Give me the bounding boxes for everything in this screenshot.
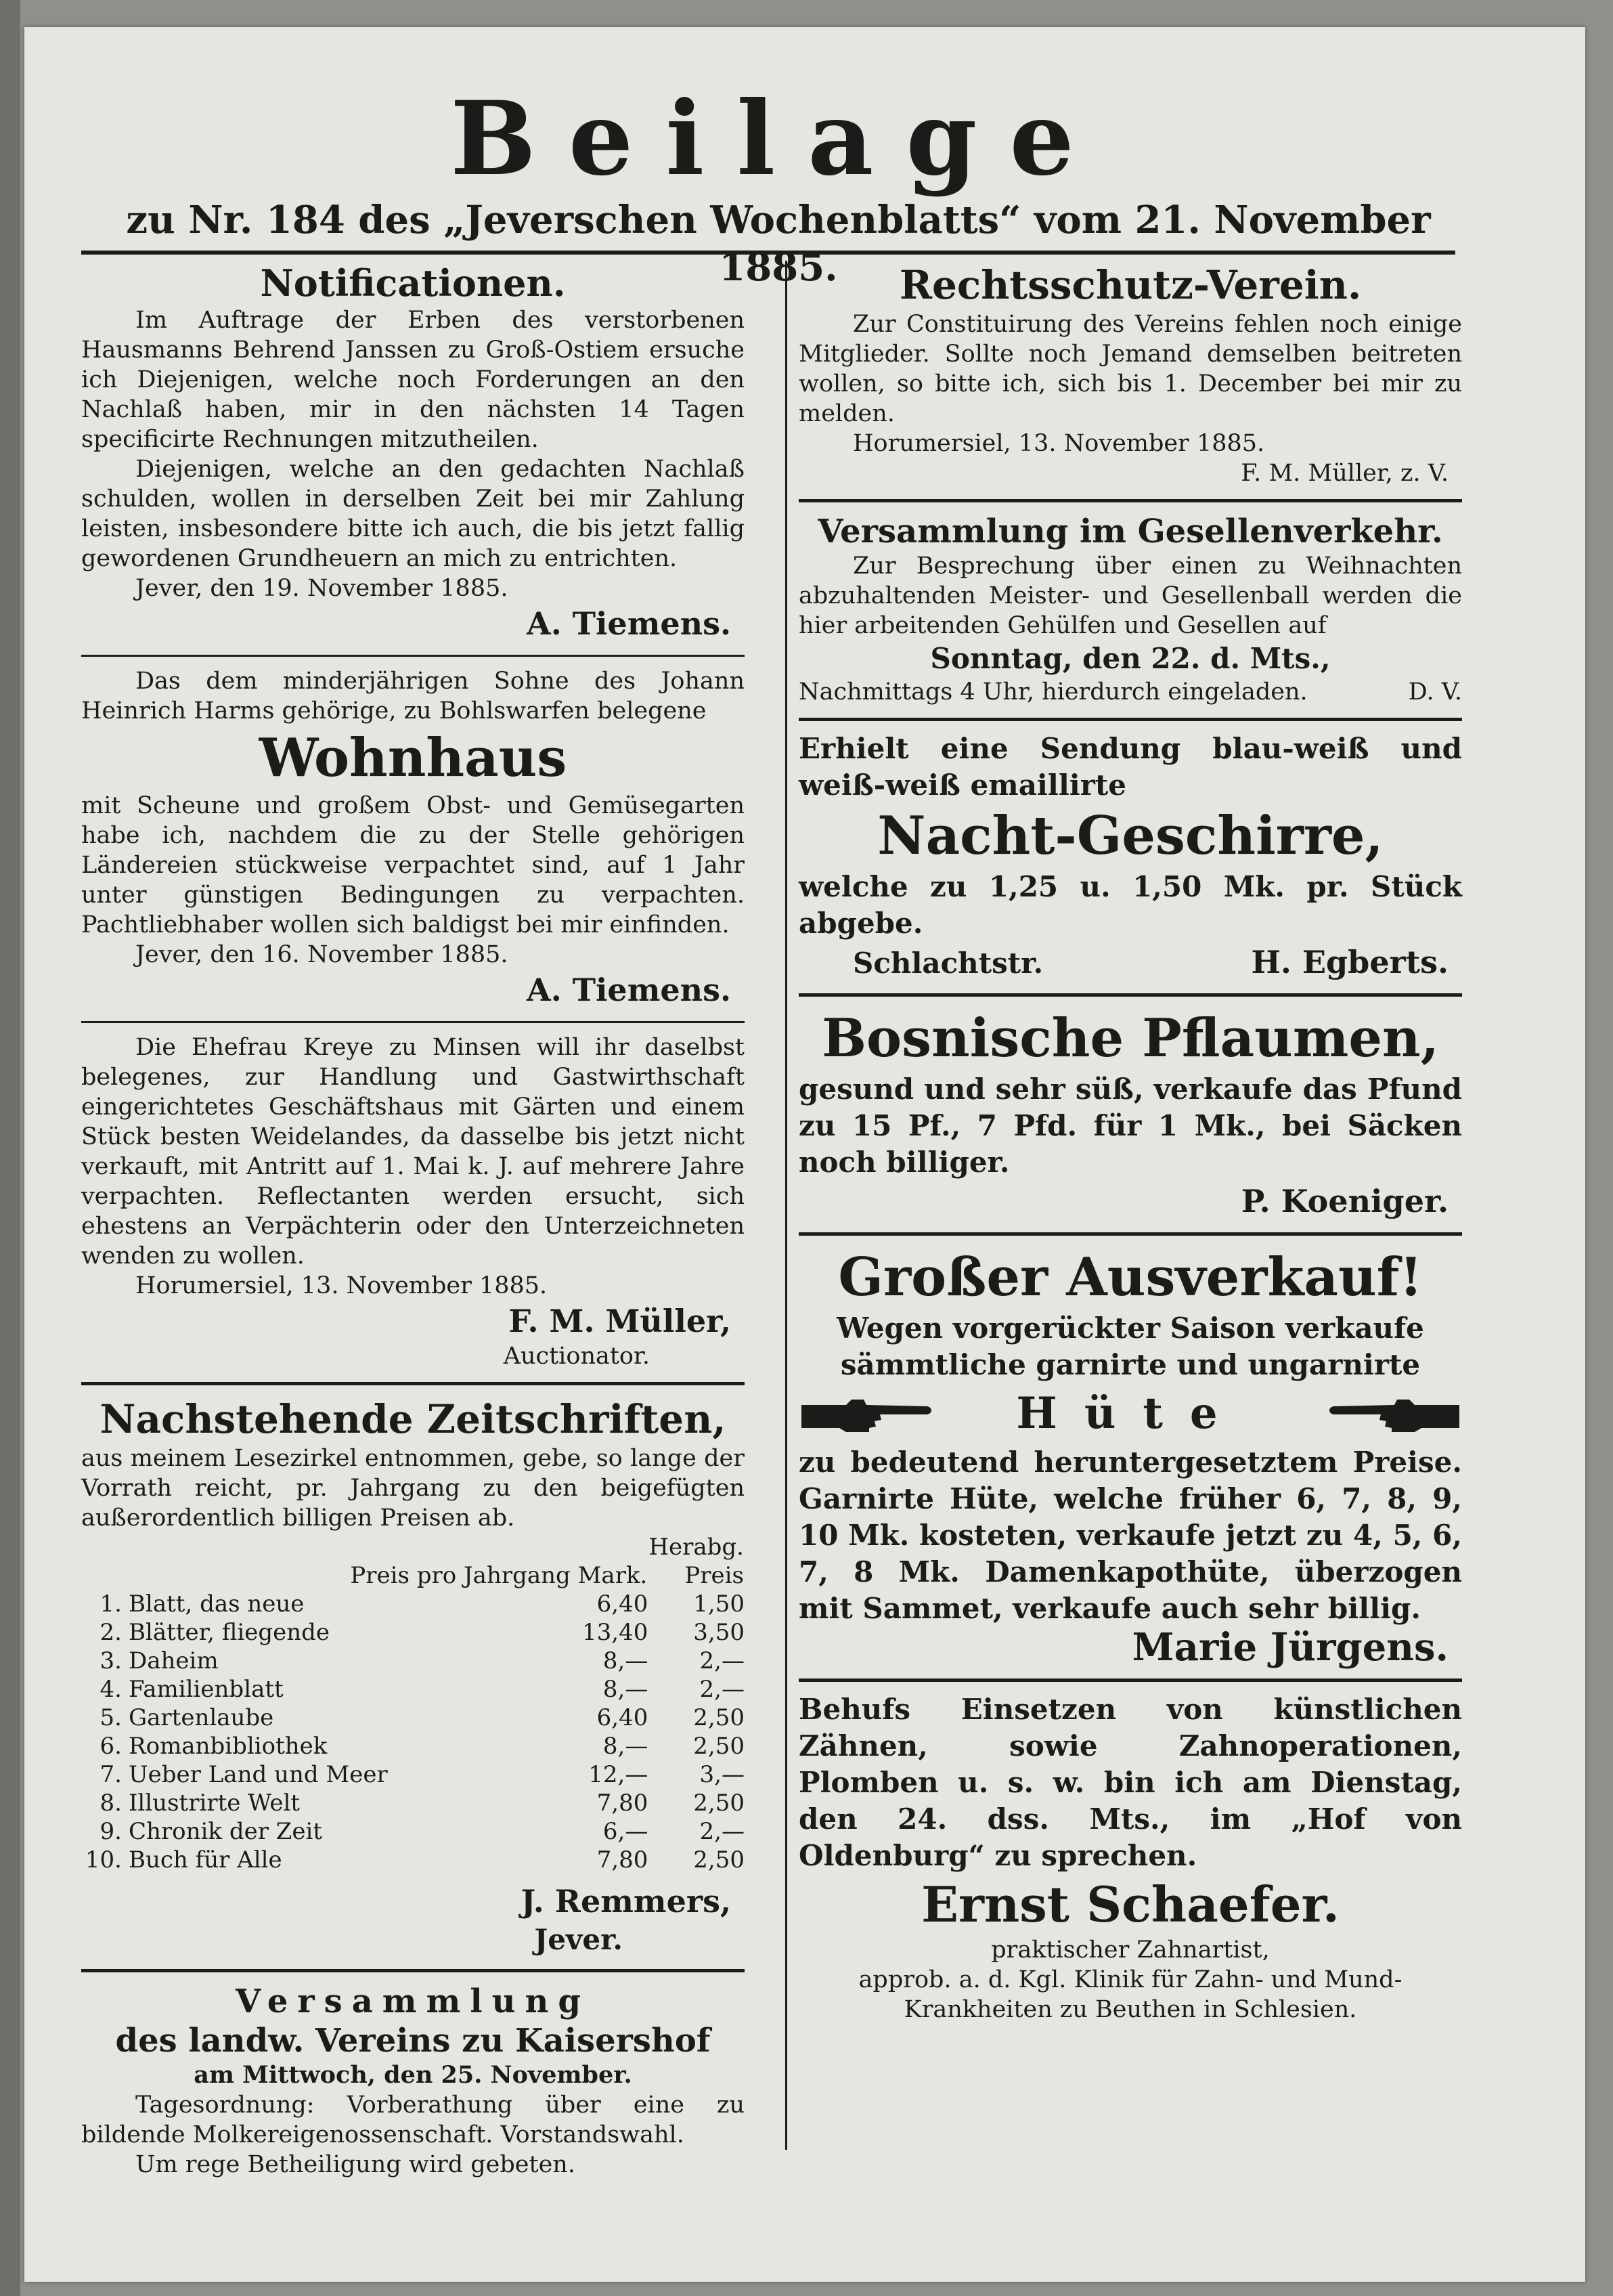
price-table [81,1533,745,1874]
price-table-row [81,1618,745,1647]
price-table-row [81,1647,745,1675]
ad-pflaumen [799,1006,1462,1221]
ad-paragraph: Das dem minderjährigen Sohne des Johann Heinrich Harms gehörige, zu Bohlswarfen belegene [81,668,745,724]
price-table-row [81,1760,745,1789]
ad-role: Auctionator. [503,1343,650,1370]
reduced-price: 2,50 [693,1733,745,1760]
ad-title: Wohnhaus [259,727,567,789]
ad-subtitle: des landw. Vereins zu Kaisershof [115,2022,711,2060]
price-table-row [81,1704,745,1732]
ad-paragraph: Erhielt eine Sendung blau-weiß und weiß-weiß emaillirte [799,732,1462,802]
ad-footer [799,942,1462,982]
reduced-price: 2,— [699,1647,745,1674]
ad-wohnhaus [81,666,745,1010]
ad-paragraph: zu bedeutend heruntergesetztem Preise. Garnirte Hüte, welche früher 6, 7, 8, 9, 10 Mk. kosteten, verkaufe jetzt zu 4, 5, 6, 7, 8 Mk. Damenkapothüte, überzogen mit Sammet, verkaufe auch sehr billig. [799,1446,1462,1625]
column-divider [785,261,787,2150]
magazine-name: Blatt, das neue [129,1590,305,1618]
ad-signature: A. Tiemens. [527,605,731,642]
price-table-row [81,1789,745,1817]
ad-paragraph: Diejenigen, welche an den gedachten Nachlaß schulden, wollen in derselben Zeit bei mir Zahlung leisten, insbesondere bitte ich auch, die bis jetzt fallig gewordenen Grundheuern an mich zu entrichten. [81,456,745,572]
ad-title: Bosnische Pflaumen, [822,1008,1439,1069]
ad-separator [799,993,1462,997]
row-number: 10. [85,1846,122,1873]
ad-time: Nachmittags 4 Uhr, hierdurch eingeladen. [799,678,1308,706]
original-price: 6,40 [596,1590,648,1618]
pointing-hand-right-icon [799,1390,934,1437]
magazine-name: Chronik der Zeit [129,1818,323,1845]
ad-separator [81,1021,745,1023]
magazine-name: Familienblatt [129,1676,284,1703]
ad-place: Jever. [534,1923,623,1956]
ad-separator [81,1382,745,1385]
ad-title: Rechtsschutz-Verein. [899,262,1362,308]
magazine-name: Gartenlaube [129,1704,274,1731]
ad-title: Ernst Schaefer. [921,1876,1340,1933]
ad-date: am Mittwoch, den 25. November. [194,2061,632,2089]
ad-date: Jever, den 19. November 1885. [135,575,508,602]
right-column [799,261,1462,2024]
original-price: 8,— [602,1647,648,1674]
ad-signature: D. V. [1408,678,1462,706]
ad-paragraph: aus meinem Lesezirkel entnommen, gebe, so lange der Vorrath reicht, pr. Jahrgang zu den beigefügten außerordentlich billigen Preisen ab. [81,1445,745,1532]
original-price: 7,80 [596,1790,648,1817]
ad-signature: A. Tiemens. [527,972,731,1008]
ad-rechtsschutz [799,261,1462,488]
magazine-name: Illustrirte Welt [129,1790,300,1817]
ad-gesellenverkehr [799,512,1462,707]
ad-notificationen [81,261,745,644]
reduced-price: 3,— [699,1761,745,1788]
price-table-row [81,1590,745,1618]
column-header: Preis [684,1562,744,1589]
ad-paragraph: Zur Constituirung des Vereins fehlen noch einige Mitglieder. Sollte noch Jemand demselben beitreten wollen, so bitte ich, sich bis 1. December bei mir zu melden. [799,311,1462,427]
ad-paragraph: Behufs Einsetzen von künstlichen Zähnen, sowie Zahnoperationen, Plomben u. s. w. bin ich am Dienstag, den 24. dss. Mts., im „Hof von Oldenburg“ zu sprechen. [799,1693,1462,1872]
ad-versammlung-kaisershof [81,1982,745,2180]
masthead [81,81,1476,291]
row-number: 3. [100,1647,122,1674]
ad-paragraph: mit Scheune und großem Obst- und Gemüsegarten habe ich, nachdem die zu der Stelle gehörigen Ländereien stückweise verpachtet sind, auf 1 Jahr unter günstigen Bedingungen zu verpachten. Pachtliebhaber wollen sich baldigst bei mir einfinden. [81,792,745,938]
ad-title: Nacht-Geschirre, [877,805,1384,867]
reduced-price: 1,50 [693,1590,745,1618]
pointing-hand-left-icon [1327,1390,1462,1437]
ad-separator [81,655,745,657]
ad-separator [799,1678,1462,1682]
left-column [81,261,745,2180]
price-table-row [81,1817,745,1846]
row-number: 7. [100,1761,122,1788]
original-price: 7,80 [596,1846,648,1873]
reduced-price: 2,— [699,1818,745,1845]
row-number: 9. [100,1818,122,1845]
original-price: 6,— [602,1818,648,1845]
reduced-price: 2,50 [693,1846,745,1873]
ad-signature: P. Koeniger. [1241,1183,1449,1219]
original-price: 6,40 [596,1704,648,1731]
ad-title: Versammlung im Gesellenverkehr. [818,513,1443,550]
ad-paragraph: Wegen vorgerückter Saison verkaufe sämmtliche garnirte und ungarnirte [837,1312,1424,1381]
row-number: 4. [100,1676,122,1703]
row-number: 8. [100,1790,122,1817]
row-number: 2. [100,1619,122,1646]
ad-signature: Marie Jürgens. [1132,1625,1449,1670]
column-header: Preis pro Jahrgang Mark. [350,1562,648,1589]
price-table-header [81,1561,745,1590]
ad-title: Großer Ausverkauf! [838,1247,1423,1308]
book-spine-edge [0,0,20,2296]
ad-separator [799,499,1462,502]
reduced-price: 2,50 [693,1790,745,1817]
masthead-rule [81,251,1455,255]
ad-paragraph: approb. a. d. Kgl. Klinik für Zahn- und Mund-Krankheiten zu Beuthen in Schlesien. [858,1966,1402,2023]
reduced-price: 2,— [699,1676,745,1703]
ad-kreye [81,1033,745,1371]
ad-nachtgeschirre [799,731,1462,982]
ad-footer [799,677,1462,707]
column-header: Herabg. [648,1534,744,1561]
ad-separator [81,1969,745,1972]
original-price: 12,— [588,1761,648,1788]
ad-paragraph: Zur Besprechung über einen zu Weihnachten abzuhaltenden Meister- und Gesellenball werden die hier arbeitenden Gehülfen und Gesellen auf [799,553,1462,639]
ad-signature: F. M. Müller, z. V. [1241,460,1449,487]
ad-zahnartist [799,1691,1462,2024]
ad-separator [799,718,1462,721]
original-price: 13,40 [582,1619,648,1646]
magazine-name: Romanbibliothek [129,1733,328,1760]
price-table-row [81,1846,745,1874]
ad-paragraph: Die Ehefrau Kreye zu Minsen will ihr daselbst belegenes, zur Handlung und Gastwirthschaft eingerichtetes Geschäftshaus mit Gärten und einem Stück besten Weidelandes, da dasselbe bis jetzt nicht verkauft, mit Antritt auf 1. Mai k. J. auf mehrere Jahre verpachten. Reflectanten werden ersucht, sich ehestens an Verpächterin oder den Unterzeichneten wenden zu wollen. [81,1034,745,1270]
price-table-header [81,1533,745,1561]
ad-title: Nachstehende Zeitschriften, [100,1396,726,1442]
ad-heading: Notificationen. [260,261,566,305]
row-number: 5. [100,1704,122,1731]
magazine-name: Ueber Land und Meer [129,1761,388,1788]
row-number: 6. [100,1733,122,1760]
hute-row [799,1390,1462,1437]
ad-signature: F. M. Müller, [508,1303,731,1339]
ad-paragraph: welche zu 1,25 u. 1,50 Mk. pr. Stück abgebe. [799,870,1462,940]
row-number: 1. [100,1590,122,1618]
masthead-subtitle: zu Nr. 184 des „Jeverschen Wochenblatts“ vom 21. November 1885. [126,198,1431,290]
original-price: 8,— [602,1676,648,1703]
ad-zeitschriften [81,1395,745,1958]
ad-signature: H. Egberts. [1251,944,1449,980]
original-price: 8,— [602,1733,648,1760]
ad-ausverkauf [799,1245,1462,1668]
price-table-row [81,1675,745,1704]
ad-paragraph: gesund und sehr süß, verkaufe das Pfund zu 15 Pf., 7 Pfd. für 1 Mk., bei Säcken noch billiger. [799,1073,1462,1179]
masthead-title: Beilage [450,79,1107,198]
price-table-row [81,1732,745,1760]
reduced-price: 3,50 [693,1619,745,1646]
ad-hute: Hüte [1016,1388,1245,1439]
ad-street: Schlachtstr. [853,947,1044,980]
ad-date: Horumersiel, 13. November 1885. [135,1272,548,1299]
ad-paragraph: Tagesordnung: Vorberathung über eine zu bildende Molkereigenossenschaft. Vorstandswahl. [81,2092,745,2148]
ad-date: Horumersiel, 13. November 1885. [853,430,1265,457]
ad-date: Sonntag, den 22. d. Mts., [930,642,1331,675]
ad-title: Versammlung [236,1983,590,2020]
magazine-name: Blätter, fliegende [129,1619,330,1646]
reduced-price: 2,50 [693,1704,745,1731]
magazine-name: Buch für Alle [129,1846,282,1873]
magazine-name: Daheim [129,1647,219,1674]
ad-closing: Um rege Betheiligung wird gebeten. [135,2151,575,2178]
ad-separator [799,1232,1462,1236]
ad-date: Jever, den 16. November 1885. [135,941,508,968]
ad-role: praktischer Zahnartist, [991,1936,1270,1964]
ad-signature: J. Remmers, [521,1883,731,1920]
ad-paragraph: Im Auftrage der Erben des verstorbenen Hausmanns Behrend Janssen zu Groß-Ostiem ersuche ich Diejenigen, welche noch Forderungen an den Nachlaß haben, mir in den nächsten 14 Tagen specificirte Rechnungen mitzutheilen. [81,307,745,453]
